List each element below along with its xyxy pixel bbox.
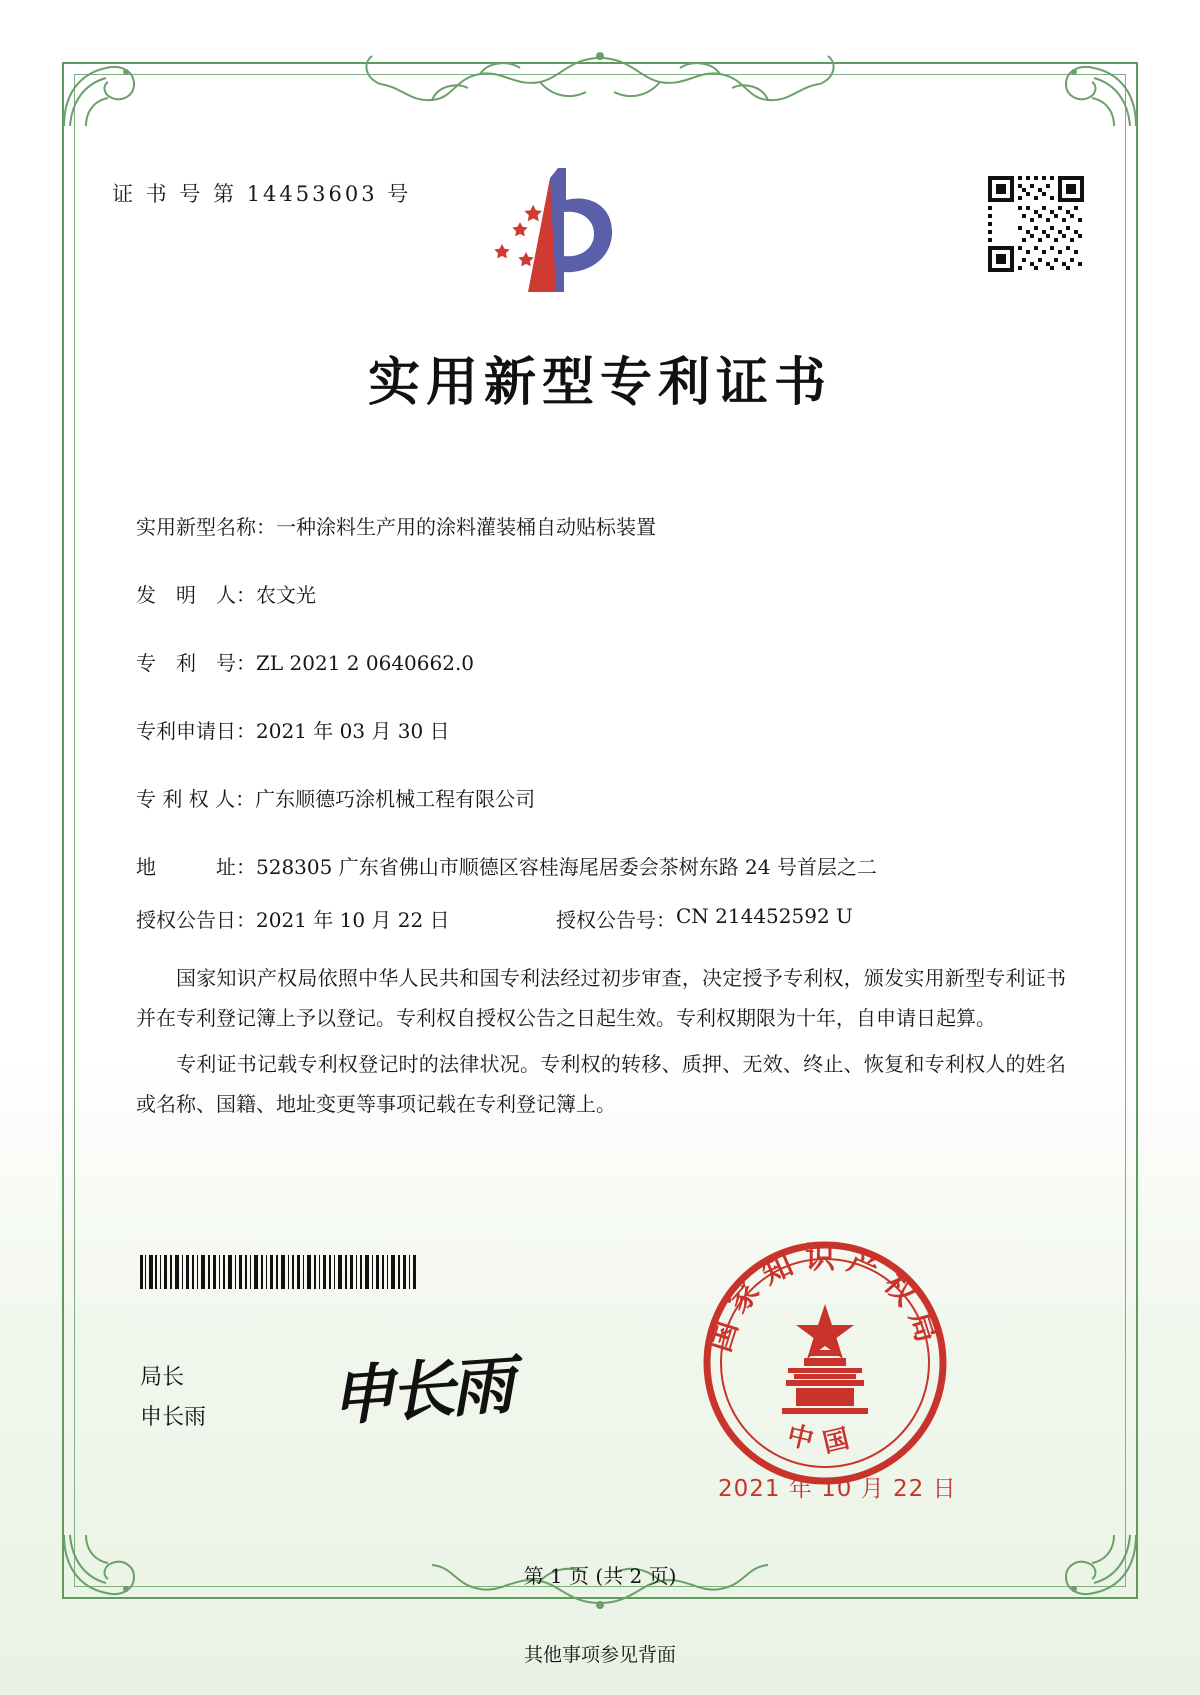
field-grant-date [136,904,556,933]
field-inventor [136,580,1066,610]
field-value: 广东顺德巧涂机械工程有限公司 [255,787,536,811]
field-value: ZL 2021 2 0640662.0 [256,651,475,675]
svg-text:国家知识产权局: 国家知识产权局 [702,1241,948,1357]
signature-role: 局长 [140,1365,185,1390]
field-value: 528305 广东省佛山市顺德区容桂海尾居委会茶树东路 24 号首层之二 [256,855,877,879]
field-value: 2021 年 10 月 22 日 [256,908,450,932]
top-flourish-ornament [240,48,960,112]
field-label: 专 利 号： [136,651,256,675]
field-value: 2021 年 03 月 30 日 [256,719,450,743]
official-seal [700,1238,950,1488]
field-value: 农文光 [256,583,316,607]
certificate-fields [136,512,1066,933]
paragraph-grant-statement: 国家知识产权局依照中华人民共和国专利法经过初步审查，决定授予专利权，颁发实用新型专利证书并在专利登记簿上予以登记。专利权自授权公告之日起生效。专利权期限为十年，自申请日起算。 [136,966,1066,1030]
certificate-number: 证 书 号 第 14453603 号 [112,182,412,206]
cnipa-logo [470,160,630,310]
signature-name: 申长雨 [140,1405,207,1430]
field-value: CN 214452592 U [676,904,853,928]
legal-text-block [136,958,1066,1130]
paragraph-registry-statement: 专利证书记载专利权登记时的法律状况。专利权的转移、质押、无效、终止、恢复和专利权人的姓名或名称、国籍、地址变更等事项记载在专利登记簿上。 [136,1052,1066,1116]
page-number: 第 1 页 (共 2 页) [523,1564,677,1588]
seal-date: 2021 年 10 月 22 日 [718,1476,957,1502]
field-address [136,852,1066,882]
signature-block [140,1358,206,1438]
field-utility-model-name [136,512,1066,542]
barcode [140,1255,420,1289]
field-label: 专 利 权 人： [136,787,256,811]
corner-ornament-top-right [1048,56,1144,132]
field-patent-number [136,648,1066,678]
field-patentee [136,784,1066,814]
back-side-note: 其他事项参见背面 [523,1644,676,1666]
field-value: 一种涂料生产用的涂料灌装桶自动贴标装置 [276,515,656,539]
handwritten-signature: 申长雨 [327,1347,513,1436]
field-label: 实用新型名称： [136,515,276,539]
field-label: 地 址： [136,855,256,879]
svg-text:中国: 中国 [784,1420,866,1460]
field-application-date [136,716,1066,746]
field-label: 专利申请日： [136,719,256,743]
grant-info-row [136,904,1066,933]
field-grant-number [556,904,853,933]
page-title: 实用新型专利证书 [367,353,832,413]
corner-ornament-top-left [56,56,152,132]
qr-code [984,172,1088,276]
field-label: 授权公告号： [556,908,676,932]
field-label: 发 明 人： [136,583,256,607]
field-label: 授权公告日： [136,908,256,932]
